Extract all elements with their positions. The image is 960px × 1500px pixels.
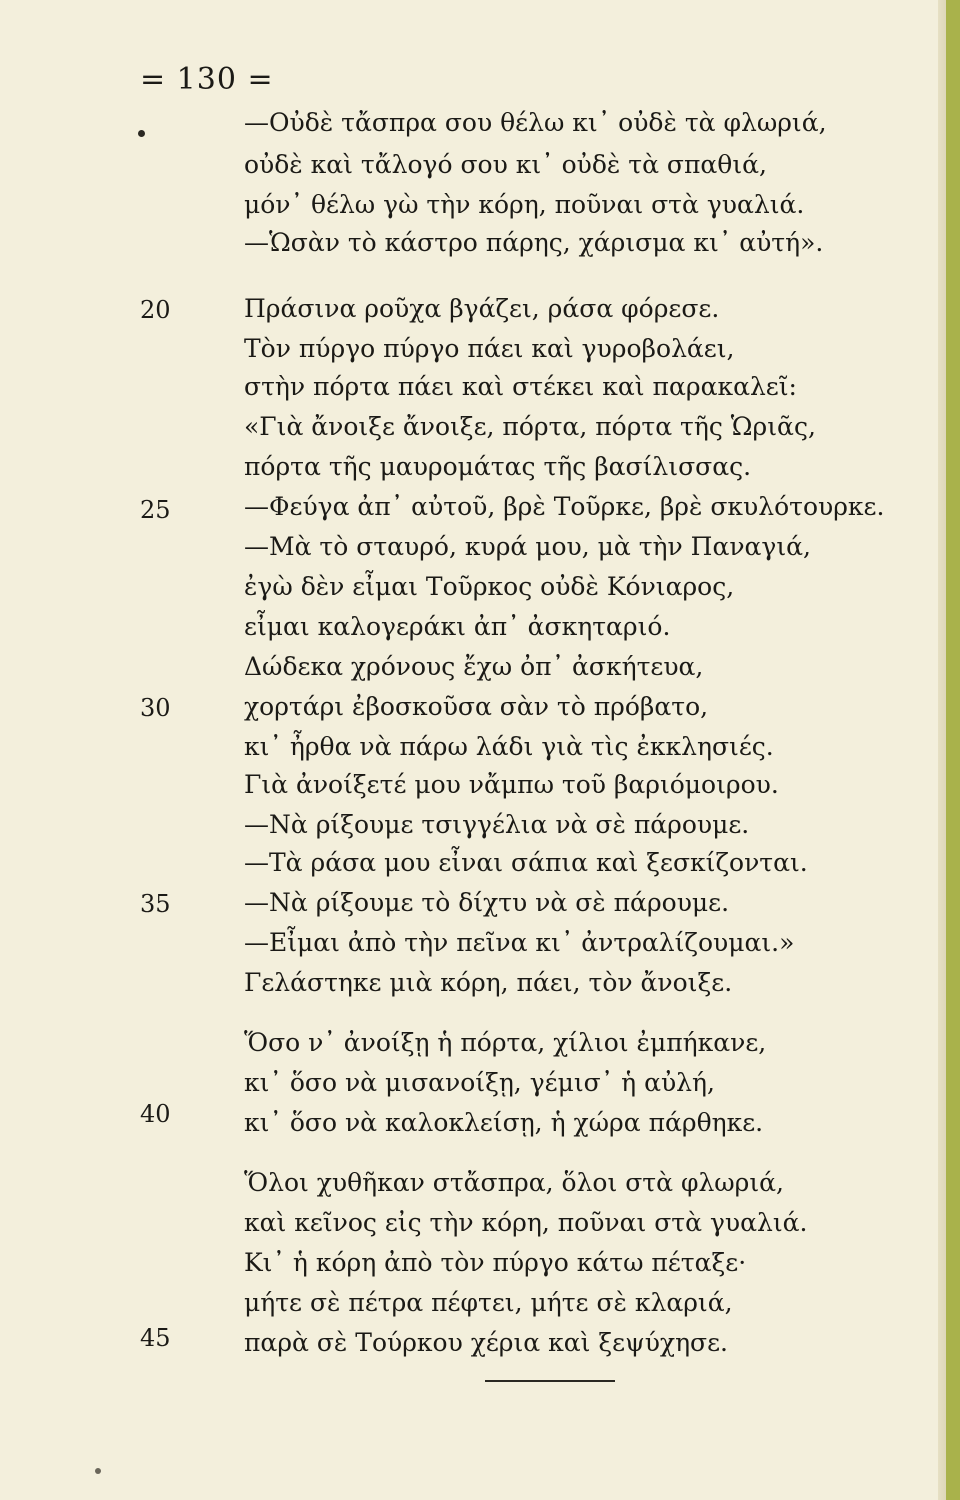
poem-line: μόν᾿ θέλω γὼ τὴν κόρη, ποῦναι στὰ γυαλιά.	[244, 190, 805, 219]
paper-speck	[95, 1468, 101, 1474]
poem-line: —Τὰ ράσα μου εἶναι σάπια καὶ ξεσκίζονται.	[244, 848, 808, 877]
poem-line: μήτε σὲ πέτρα πέφτει, μήτε σὲ κλαριά,	[244, 1288, 733, 1317]
page-number-header: = 130 =	[140, 62, 274, 97]
poem-line: εἶμαι καλογεράκι ἀπ᾿ ἀσκηταριό.	[244, 612, 671, 641]
section-divider-rule	[485, 1380, 615, 1382]
poem-line: Πράσινα ροῦχα βγάζει, ράσα φόρεσε.	[244, 294, 720, 323]
poem-line: πόρτα τῆς μαυρομάτας τῆς βασίλισσας.	[244, 452, 752, 481]
poem-line: κι᾿ ὅσο νὰ καλοκλείσῃ, ἡ χώρα πάρθηκε.	[244, 1108, 764, 1137]
margin-bullet	[138, 130, 145, 137]
poem-line: παρὰ σὲ Τούρκου χέρια καὶ ξεψύχησε.	[244, 1328, 729, 1357]
poem-line: —Μὰ τὸ σταυρό, κυρά μου, μὰ τὴν Παναγιά,	[244, 532, 811, 561]
poem-line: —Νὰ ρίξουμε τσιγγέλια νὰ σὲ πάρουμε.	[244, 810, 750, 839]
poem-line: Ὅλοι χυθῆκαν στἄσπρα, ὅλοι στὰ φλωριά,	[244, 1168, 785, 1197]
poem-line: κι᾿ ἦρθα νὰ πάρω λάδι γιὰ τὶς ἐκκλησιές.	[244, 732, 774, 761]
poem-line: χορτάρι ἐβοσκοῦσα σὰν τὸ πρόβατο,	[244, 692, 709, 721]
poem-line: στὴν πόρτα πάει καὶ στέκει καὶ παρακαλεῖ:	[244, 372, 797, 401]
poem-line: —Εἶμαι ἀπὸ τὴν πεῖνα κι᾿ ἀντραλίζουμαι.»	[244, 928, 795, 957]
line-number: 30	[140, 694, 171, 722]
line-number: 45	[140, 1324, 171, 1352]
binding-strip	[946, 0, 960, 1500]
poem-line: Γελάστηκε μιὰ κόρη, πάει, τὸν ἄνοιξε.	[244, 968, 733, 997]
poem-line: κι᾿ ὅσο νὰ μισανοίξῃ, γέμισ᾿ ἡ αὐλή,	[244, 1068, 715, 1097]
poem-line: «Γιὰ ἄνοιξε ἄνοιξε, πόρτα, πόρτα τῆς Ὡριᾶς,	[244, 412, 816, 441]
line-number: 20	[140, 296, 171, 324]
poem-line: Δώδεκα χρόνους ἔχω ὀπ᾿ ἀσκήτευα,	[244, 652, 704, 681]
line-number: 40	[140, 1100, 171, 1128]
poem-line: Γιὰ ἀνοίξετέ μου νἄμπω τοῦ βαριόμοιρου.	[244, 770, 779, 799]
poem-line: —Οὐδὲ τἄσπρα σου θέλω κι᾿ οὐδὲ τὰ φλωριά,	[244, 108, 827, 137]
poem-line: Τὸν πύργο πύργο πάει καὶ γυροβολάει,	[244, 334, 735, 363]
poem-line: —Φεύγα ἀπ᾿ αὐτοῦ, βρὲ Τοῦρκε, βρὲ σκυλότουρκε.	[244, 492, 885, 521]
poem-line: —Ὡσὰν τὸ κάστρο πάρης, χάρισμα κι᾿ αὐτή».	[244, 228, 824, 257]
poem-line: οὐδὲ καὶ τἄλογό σου κι᾿ οὐδὲ τὰ σπαθιά,	[244, 150, 767, 179]
line-number: 25	[140, 496, 171, 524]
poem-line: ἐγὼ δὲν εἶμαι Τοῦρκος οὐδὲ Κόνιαρος,	[244, 572, 735, 601]
poem-line: Κι᾿ ἡ κόρη ἀπὸ τὸν πύργο κάτω πέταξε·	[244, 1248, 747, 1277]
poem-line: —Νὰ ρίξουμε τὸ δίχτυ νὰ σὲ πάρουμε.	[244, 888, 730, 917]
line-number: 35	[140, 890, 171, 918]
poem-line: καὶ κεῖνος εἰς τὴν κόρη, ποῦναι στὰ γυαλιά.	[244, 1208, 808, 1237]
poem-line: Ὅσο ν᾿ ἀνοίξῃ ἡ πόρτα, χίλιοι ἐμπήκανε,	[244, 1028, 767, 1057]
